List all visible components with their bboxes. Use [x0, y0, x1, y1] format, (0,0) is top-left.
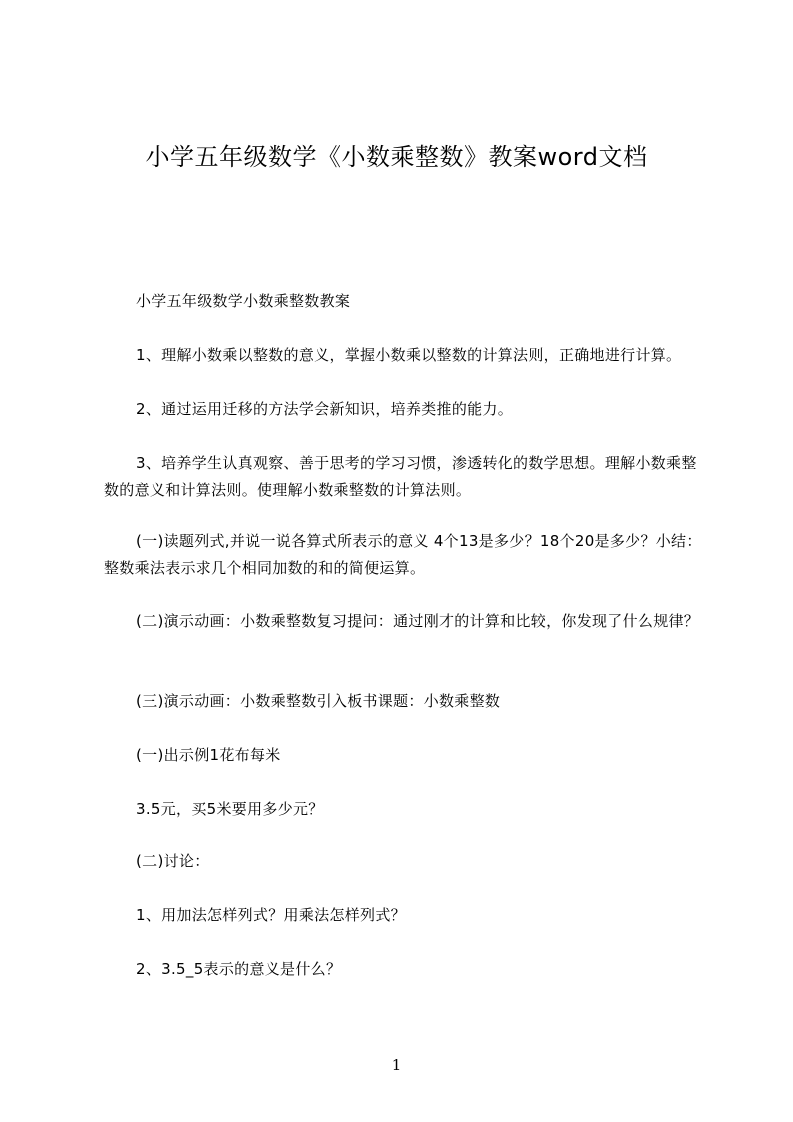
paragraph-discussion-q1: 1、用加法怎样列式？用乘法怎样列式？	[136, 906, 406, 924]
page-number: 1	[391, 1056, 402, 1074]
paragraph-example-question: 3.5元，买5米要用多少元？	[136, 800, 324, 818]
paragraph-lesson-heading: 小学五年级数学小数乘整数教案	[136, 292, 351, 310]
paragraph-example-1: (一)出示例1花布每米	[136, 746, 281, 764]
paragraph-objective-1: 1、理解小数乘以整数的意义，掌握小数乘以整数的计算法则，正确地进行计算。	[136, 346, 682, 364]
paragraph-discussion-q2: 2、3.5_5表示的意义是什么？	[136, 960, 342, 978]
paragraph-review-1: (一)读题列式,并说一说各算式所表示的意义 4个13是多少？18个20是多少？小结：整数乘法表示求几个相同加数的和的简便运算。	[104, 532, 702, 577]
paragraph-review-2: (二)演示动画：小数乘整数复习提问：通过刚才的计算和比较，你发现了什么规律？	[136, 612, 700, 630]
paragraph-objective-2: 2、通过运用迁移的方法学会新知识，培养类推的能力。	[136, 400, 514, 418]
paragraph-objective-3: 3、培养学生认真观察、善于思考的学习习惯，渗透转化的数学思想。理解小数乘整数的意义和计算法则。使理解小数乘整数的计算法则。	[104, 454, 697, 499]
document-title: 小学五年级数学《小数乘整数》教案word文档	[145, 143, 648, 171]
paragraph-review-3: (三)演示动画：小数乘整数引入板书课题：小数乘整数	[136, 692, 501, 710]
paragraph-discussion: (二)讨论：	[136, 852, 210, 870]
